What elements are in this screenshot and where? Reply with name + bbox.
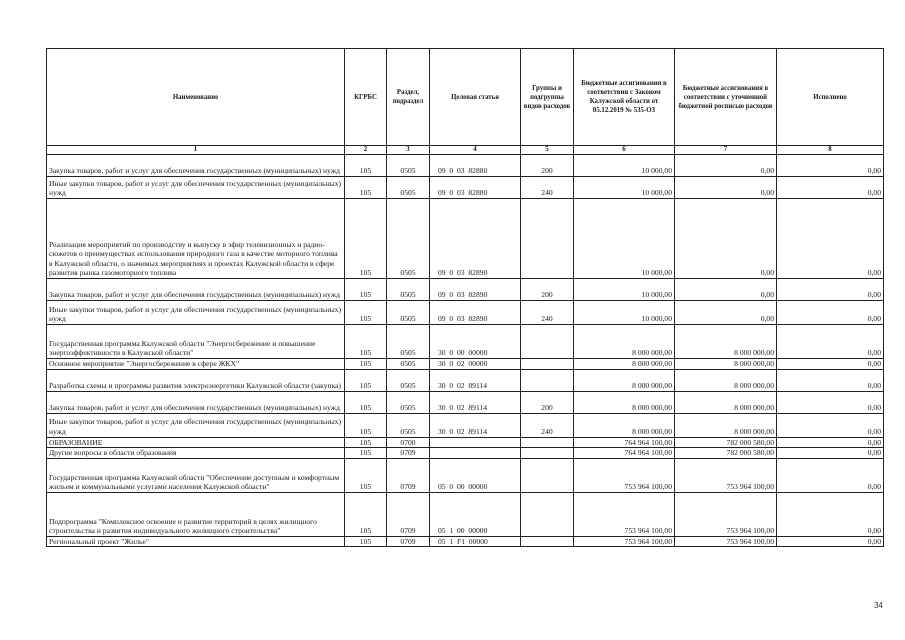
row-law-cell: 753 964 100,00 (574, 536, 675, 547)
row-kgrbs-cell: 105 (345, 536, 387, 547)
row-name-cell: Разработка схемы и программы развития электроэнергетики Калужской области (закупка) (47, 369, 345, 391)
row-refined-cell: 8 000 000,00 (675, 369, 777, 391)
row-kgrbs-cell: 105 (345, 458, 387, 492)
row-refined-cell: 8 000 000,00 (675, 413, 777, 437)
row-executed-cell: 0,00 (777, 369, 884, 391)
row-executed-cell: 0,00 (777, 155, 884, 177)
row-law-cell: 10 000,00 (574, 155, 675, 177)
row-executed-cell: 0,00 (777, 536, 884, 547)
row-refined-cell: 8 000 000,00 (675, 325, 777, 359)
row-kgrbs-cell: 105 (345, 177, 387, 199)
row-law-cell: 10 000,00 (574, 301, 675, 325)
row-name-cell: Государственная программа Калужской области "Энергосбережение и повышение энергоэффективности в Калужской области" (47, 325, 345, 359)
row-kgrbs-cell: 105 (345, 325, 387, 359)
row-target-cell: 09 0 03 82880 (430, 177, 521, 199)
col-num-8: 8 (777, 146, 884, 155)
header-executed: Исполнено (777, 49, 884, 146)
table-row (47, 413, 884, 437)
row-refined-cell: 0,00 (675, 301, 777, 325)
row-kgrbs-cell: 105 (345, 413, 387, 437)
header-row (47, 49, 884, 146)
row-law-cell: 753 964 100,00 (574, 458, 675, 492)
row-razdel-cell: 0709 (387, 492, 430, 536)
col-num-7: 7 (675, 146, 777, 155)
row-name-cell: Государственная программа Калужской области "Обеспечение доступным и комфортным жильем и коммунальными услугами населения Калужской области" (47, 458, 345, 492)
row-refined-cell: 8 000 000,00 (675, 391, 777, 413)
row-law-cell: 10 000,00 (574, 199, 675, 279)
row-razdel-cell: 0505 (387, 325, 430, 359)
row-target-cell (430, 437, 521, 448)
row-razdel-cell: 0505 (387, 279, 430, 301)
row-razdel-cell: 0700 (387, 437, 430, 448)
row-vid-cell: 240 (521, 177, 574, 199)
row-refined-cell: 0,00 (675, 155, 777, 177)
row-name-cell: Другие вопросы в области образования (47, 448, 345, 459)
row-law-cell: 764 964 100,00 (574, 448, 675, 459)
col-num-4: 4 (430, 146, 521, 155)
row-executed-cell: 0,00 (777, 177, 884, 199)
table-row (47, 155, 884, 177)
row-executed-cell: 0,00 (777, 437, 884, 448)
row-vid-cell (521, 448, 574, 459)
row-razdel-cell: 0505 (387, 359, 430, 370)
row-name-cell: ОБРАЗОВАНИЕ (47, 437, 345, 448)
row-executed-cell: 0,00 (777, 279, 884, 301)
row-name-cell: Закупка товаров, работ и услуг для обеспечения государственных (муниципальных) нужд (47, 279, 345, 301)
row-vid-cell (521, 492, 574, 536)
row-law-cell: 753 964 100,00 (574, 492, 675, 536)
row-name-cell: Региональный проект "Жилье" (47, 536, 345, 547)
row-vid-cell: 200 (521, 155, 574, 177)
table-row (47, 437, 884, 448)
row-kgrbs-cell: 105 (345, 492, 387, 536)
table-row (47, 492, 884, 536)
row-razdel-cell: 0505 (387, 391, 430, 413)
col-num-1: 1 (47, 146, 345, 155)
row-vid-cell (521, 199, 574, 279)
page-number: 34 (874, 601, 883, 610)
row-refined-cell: 0,00 (675, 177, 777, 199)
row-target-cell: 30 0 00 00000 (430, 325, 521, 359)
row-razdel-cell: 0505 (387, 155, 430, 177)
row-name-cell: Реализация мероприятий по производству и выпуску в эфир телевизионных и радио-сюжетов о преимуществах использования природного газа в качестве моторного топлива в Калужской области, о значимых мероприятиях и проектах Калужской области в сфере развития рынка газомоторного топлива (47, 199, 345, 279)
row-law-cell: 10 000,00 (574, 279, 675, 301)
column-number-row (47, 146, 884, 155)
row-law-cell: 10 000,00 (574, 177, 675, 199)
row-kgrbs-cell: 105 (345, 369, 387, 391)
budget-table-sheet (46, 48, 883, 547)
row-target-cell: 09 0 03 82890 (430, 279, 521, 301)
row-vid-cell: 240 (521, 413, 574, 437)
table-row (47, 369, 884, 391)
row-law-cell: 8 000 000,00 (574, 413, 675, 437)
table-row (47, 536, 884, 547)
table-row (47, 325, 884, 359)
table-row (47, 301, 884, 325)
row-executed-cell: 0,00 (777, 199, 884, 279)
row-executed-cell: 0,00 (777, 413, 884, 437)
row-executed-cell: 0,00 (777, 458, 884, 492)
row-name-cell: Закупка товаров, работ и услуг для обеспечения государственных (муниципальных) нужд (47, 391, 345, 413)
row-executed-cell: 0,00 (777, 359, 884, 370)
table-row (47, 177, 884, 199)
row-refined-cell: 753 964 100,00 (675, 536, 777, 547)
header-law: Бюджетные ассигнования в соответствии с Законом Калужской области от 05.12.2019 № 535-ОЗ (574, 49, 675, 146)
row-vid-cell: 240 (521, 301, 574, 325)
table-row (47, 458, 884, 492)
row-kgrbs-cell: 105 (345, 391, 387, 413)
table-row (47, 448, 884, 459)
header-kgrbs: КГРБС (345, 49, 387, 146)
header-refined: Бюджетные ассигнования в соответствии с уточненной бюджетной росписью расходов (675, 49, 777, 146)
row-executed-cell: 0,00 (777, 492, 884, 536)
row-razdel-cell: 0709 (387, 448, 430, 459)
row-razdel-cell: 0505 (387, 199, 430, 279)
table-row (47, 391, 884, 413)
col-num-5: 5 (521, 146, 574, 155)
row-refined-cell: 753 964 100,00 (675, 458, 777, 492)
row-law-cell: 8 000 000,00 (574, 359, 675, 370)
row-vid-cell (521, 536, 574, 547)
row-razdel-cell: 0709 (387, 536, 430, 547)
header-name: Наименование (47, 49, 345, 146)
row-executed-cell: 0,00 (777, 391, 884, 413)
table-row (47, 279, 884, 301)
row-name-cell: Иные закупки товаров, работ и услуг для обеспечения государственных (муниципальных) нужд (47, 177, 345, 199)
row-executed-cell: 0,00 (777, 301, 884, 325)
row-target-cell: 09 0 03 82880 (430, 155, 521, 177)
row-vid-cell (521, 369, 574, 391)
col-num-2: 2 (345, 146, 387, 155)
row-target-cell (430, 448, 521, 459)
table-row (47, 359, 884, 370)
row-law-cell: 8 000 000,00 (574, 369, 675, 391)
col-num-3: 3 (387, 146, 430, 155)
row-razdel-cell: 0505 (387, 413, 430, 437)
row-name-cell: Основное мероприятие "Энергосбережение в сфере ЖКХ" (47, 359, 345, 370)
row-vid-cell (521, 458, 574, 492)
row-refined-cell: 0,00 (675, 199, 777, 279)
budget-execution-table (46, 48, 884, 547)
row-law-cell: 8 000 000,00 (574, 325, 675, 359)
row-refined-cell: 0,00 (675, 279, 777, 301)
row-target-cell: 05 0 00 00000 (430, 458, 521, 492)
col-num-6: 6 (574, 146, 675, 155)
row-refined-cell: 782 000 580,00 (675, 448, 777, 459)
row-target-cell: 30 0 02 00000 (430, 359, 521, 370)
row-vid-cell (521, 325, 574, 359)
row-kgrbs-cell: 105 (345, 359, 387, 370)
header-vid: Группы и подгруппы видов расходов (521, 49, 574, 146)
row-vid-cell: 200 (521, 391, 574, 413)
row-kgrbs-cell: 105 (345, 448, 387, 459)
row-refined-cell: 8 000 000,00 (675, 359, 777, 370)
row-razdel-cell: 0505 (387, 301, 430, 325)
row-target-cell: 05 1 F1 00000 (430, 536, 521, 547)
header-razdel: Раздел, подраздел (387, 49, 430, 146)
row-target-cell: 30 0 02 89114 (430, 369, 521, 391)
row-kgrbs-cell: 105 (345, 155, 387, 177)
row-target-cell: 30 0 02 89114 (430, 391, 521, 413)
row-kgrbs-cell: 105 (345, 279, 387, 301)
row-name-cell: Подпрограмма "Комплексное освоение и развитие территорий в целях жилищного строительства и развития индивидуального жилищного строительства" (47, 492, 345, 536)
row-vid-cell: 200 (521, 279, 574, 301)
header-target: Целевая статья (430, 49, 521, 146)
row-kgrbs-cell: 105 (345, 437, 387, 448)
row-refined-cell: 753 964 100,00 (675, 492, 777, 536)
row-law-cell: 8 000 000,00 (574, 391, 675, 413)
row-vid-cell (521, 359, 574, 370)
row-razdel-cell: 0505 (387, 369, 430, 391)
row-name-cell: Закупка товаров, работ и услуг для обеспечения государственных (муниципальных) нужд (47, 155, 345, 177)
row-law-cell: 764 964 100,00 (574, 437, 675, 448)
row-target-cell: 05 1 00 00000 (430, 492, 521, 536)
row-executed-cell: 0,00 (777, 448, 884, 459)
row-target-cell: 30 0 02 89114 (430, 413, 521, 437)
table-row (47, 199, 884, 279)
row-razdel-cell: 0709 (387, 458, 430, 492)
row-executed-cell: 0,00 (777, 325, 884, 359)
row-name-cell: Иные закупки товаров, работ и услуг для обеспечения государственных (муниципальных) нужд (47, 413, 345, 437)
row-target-cell: 09 0 03 82890 (430, 199, 521, 279)
row-name-cell: Иные закупки товаров, работ и услуг для обеспечения государственных (муниципальных) нужд (47, 301, 345, 325)
row-target-cell: 09 0 03 82890 (430, 301, 521, 325)
row-kgrbs-cell: 105 (345, 199, 387, 279)
row-kgrbs-cell: 105 (345, 301, 387, 325)
row-razdel-cell: 0505 (387, 177, 430, 199)
row-refined-cell: 782 000 580,00 (675, 437, 777, 448)
row-vid-cell (521, 437, 574, 448)
